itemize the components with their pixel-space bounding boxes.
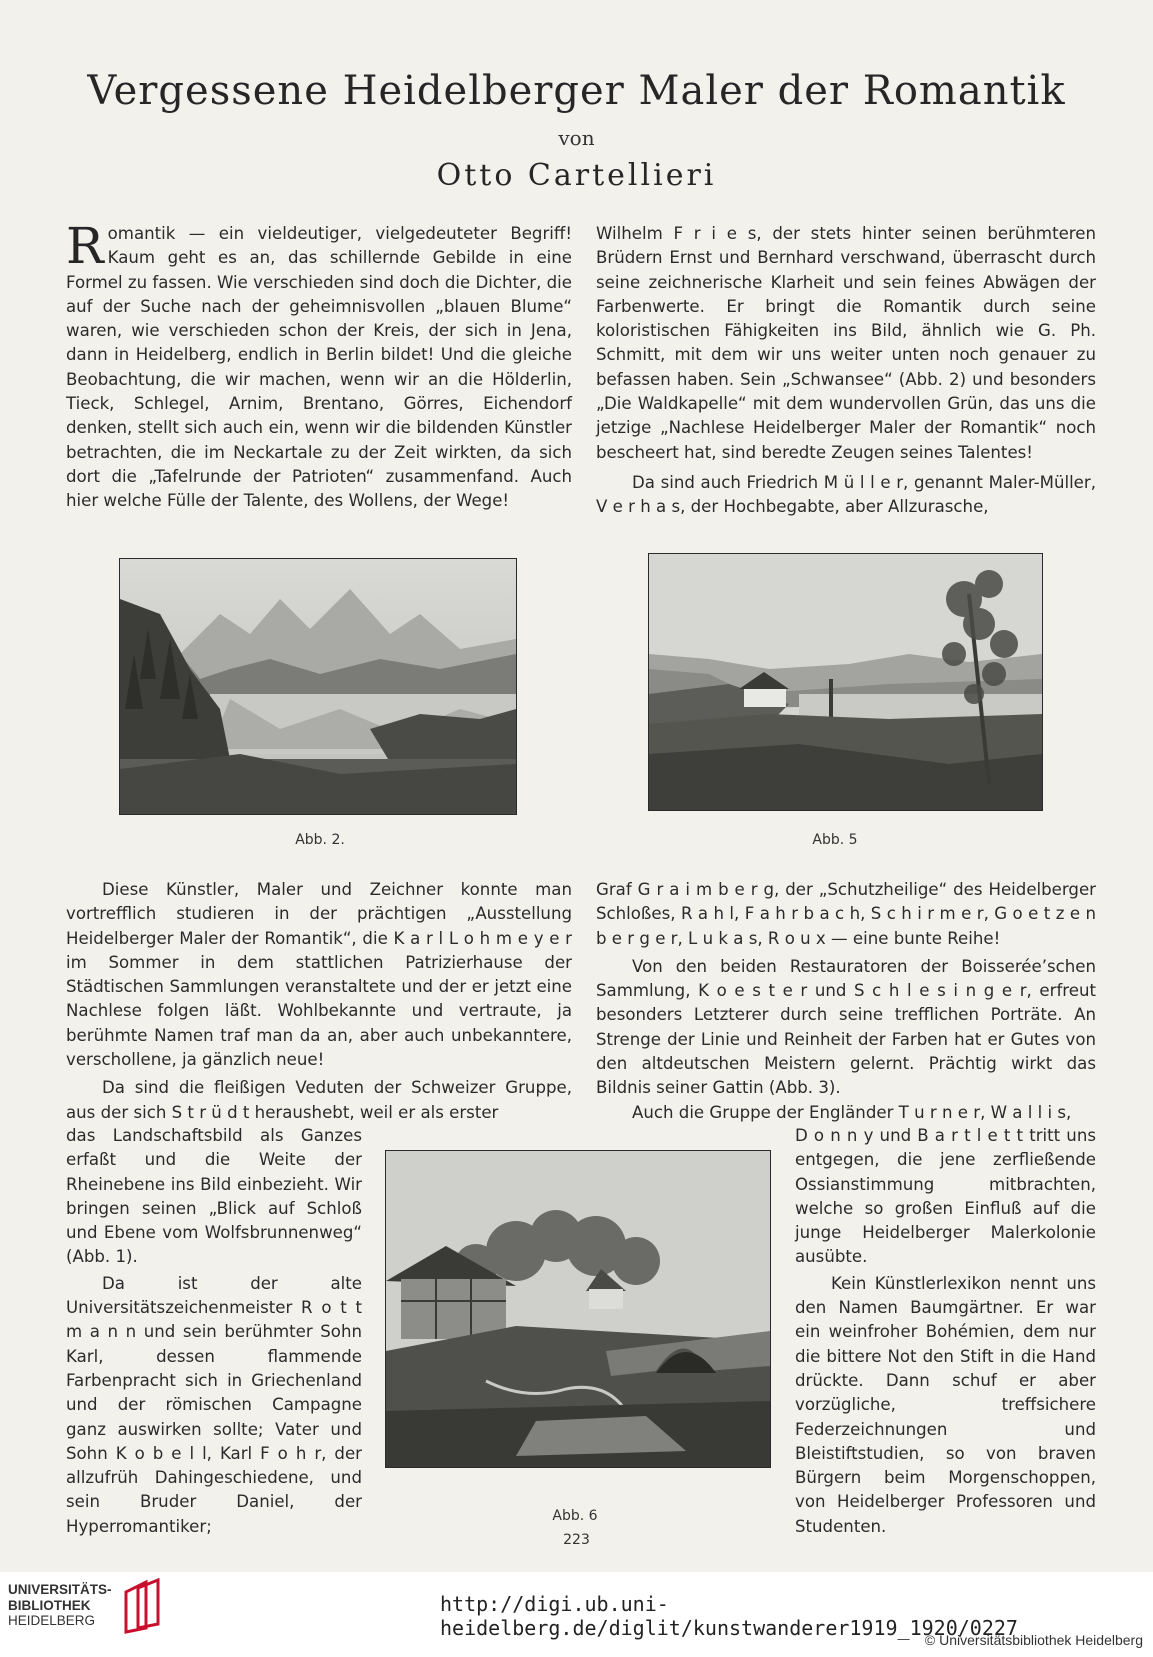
logo-line: UNIVERSITÄTS- — [8, 1582, 112, 1597]
byline-von: von — [558, 126, 595, 150]
text-column-left-bottom — [66, 1124, 362, 1539]
paragraph: Da sind auch Friedrich M ü l l e r, genannt Maler-Müller, V e r h a s, der Hochbegabte, aber Allzurasche, — [596, 472, 1096, 517]
library-footer — [0, 1572, 1153, 1657]
paragraph: Kein Künstlerlexikon nennt uns den Namen Baumgärtner. Er war ein weinfroher Bohémien, dem nur die bittere Not den Stift in die Hand drückte. Dann schuf er aber vorzügliche, treffsichere Federzeichnungen und Bleistiftstudien, so von braven Bürgern beim Morgenschoppen, von Heidelberger Professoren und Studenten. — [795, 1273, 1096, 1536]
paragraph: Auch die Gruppe der Engländer T u r n e r, W a l l i s, — [632, 1102, 1072, 1122]
text-column-left-mid — [66, 878, 572, 1125]
page-number: 223 — [563, 1532, 590, 1548]
drop-cap: R — [66, 217, 104, 275]
paragraph: Wilhelm F r i e s, der stets hinter seinen berühmteren Brüdern Ernst und Bernhard verschwand, überrascht durch seine zeichnerische Klarheit und sein feines Abwägen der Farbenwerte. Er bringt die Romantik durch seine koloristischen Fähigkeiten ins Bild, ähnlich wie G. Ph. Schmitt, mit dem wir uns weiter unten noch genauer zu befassen haben. Sein „Schwansee“ (Abb. 2) und besonders „Die Waldkapelle“ mit dem wundervollen Grün, das uns die jetzige „Nachlese Heidelberger Maler der Romantik“ noch bescheert hat, sind beredte Zeugen seines Talentes! — [596, 224, 1096, 462]
library-logo-icon — [120, 1578, 166, 1634]
paragraph: Graf G r a i m b e r g, der „Schutzheilige“ des Heidelberger Schloßes, R a h l, F a h r b a c h, S c h i r m e r, G o e t z e n b e r g e r, L u k a s, R o u x — eine bunte Reihe! — [596, 880, 1096, 948]
caption-abb-6: Abb. 6 — [552, 1508, 598, 1524]
paragraph: Diese Künstler, Maler und Zeichner konnte man vortrefflich studieren in der prächtigen „Ausstellung Heidelberger Maler der Romantik“, die K a r l L o h m e y e r im Sommer in dem stattlichen Patrizierhause der Städtischen Sammlungen veranstaltete und der er jetzt eine Nachlese folgen läßt. Wohlbekannte und vertraute, ja berühmte Namen traf man da an, aber auch unbekanntere, verschollene, ja gänzlich neue! — [66, 880, 572, 1070]
paragraph: omantik — ein vieldeutiger, vielgedeuteter Begriff! Kaum geht es an, das schillernde Gebilde in eine Formel zu fassen. Wie verschieden sind doch die Dichter, die auf der Suche nach der geheimnisvollen „blauen Blume“ waren, wie verschieden schon der Kreis, der sich in Jena, dann in Heidelberg, endlich in Berlin bildet! Und die gleiche Beobachtung, die wir machen, wenn wir an die Hölderlin, Tieck, Schlegel, Arnim, Brentano, Görres, Eichendorf denken, stellt sich auch ein, wenn wir die bildenden Künstler betrachten, die im Neckartale zu der Zeit wirkten, da sich dort die „Tafelrunde der Patrioten“ zusammenfand. Auch hier welche Fülle der Talente, des Wollens, der Wege! — [66, 224, 572, 511]
paragraph: das Landschaftsbild als Ganzes erfaßt und die Weite der Rheinebene ins Bild einbezieht. Wir bringen seinen „Blick auf Schloß und Ebene vom Wolfsbrunnenweg“ (Abb. 1). — [66, 1126, 362, 1267]
paragraph: Da ist der alte Universitätszeichenmeister R o t t m a n n und sein berühmter Sohn Karl, dessen flammende Farbenpracht sich in Griechenland und der römischen Campagne ganz auswirken sollte; Vater und Sohn K o b e l l, Karl F o h r, der allzufrüh Dahingeschiedene, und sein Bruder Daniel, der Hyperromantiker; — [66, 1273, 362, 1536]
article-title: Vergessene Heidelberger Maler der Romantik — [87, 68, 1066, 114]
paragraph: Von den beiden Restauratoren der Boisserée’schen Sammlung, K o e s t e r und S c h l e s i n g e r, erfreut besonders Letzterer durch seine trefflichen Porträte. An Strenge der Linie und Reinheit der Farben hat er Gutes von den altdeutschen Meistern gelernt. Prächtig wirkt das Bildnis seiner Gattin (Abb. 3). — [596, 956, 1096, 1098]
figure-abb-2 — [119, 558, 517, 815]
permalink-url[interactable]: http://digi.ub.uni-heidelberg.de/diglit/kunstwanderer1919_1920/0227 — [440, 1592, 1018, 1640]
text-column-right-bottom — [795, 1124, 1096, 1539]
paragraph: D o n n y und B a r t l e t t tritt uns entgegen, die jene zerfließende Ossianstimmung mitbrachten, welche so großen Einfluß auf die junge Heidelberger Malerkolonie ausübte. — [795, 1126, 1096, 1267]
library-logo-text — [8, 1582, 112, 1629]
figure-abb-5 — [648, 553, 1043, 811]
logo-line: HEIDELBERG — [8, 1613, 96, 1628]
figure-abb-6 — [385, 1150, 771, 1468]
text-column-right-top — [596, 222, 1096, 520]
article-author: Otto Cartellieri — [436, 158, 717, 193]
caption-abb-2: Abb. 2. — [295, 832, 345, 848]
logo-line: BIBLIOTHEK — [8, 1597, 91, 1613]
caption-abb-5: Abb. 5 — [812, 832, 858, 848]
text-column-left-top — [66, 217, 572, 514]
text-column-right-mid — [596, 878, 1096, 1125]
paragraph: Da sind die fleißigen Veduten der Schweizer Gruppe, aus der sich S t r ü d t heraushebt, weil er als erster — [66, 1078, 572, 1122]
copyright-notice: © Universitätsbibliothek Heidelberg — [924, 1632, 1143, 1648]
